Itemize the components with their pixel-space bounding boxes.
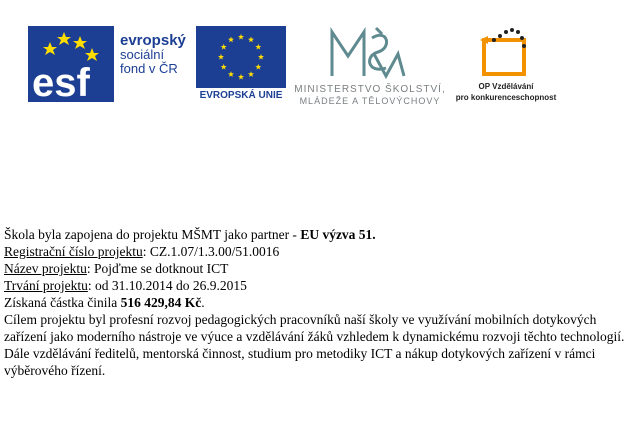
eu-caption: EVROPSKÁ UNIE — [199, 90, 283, 101]
intro-line — [4, 226, 636, 243]
esf-word-1: evropský — [120, 32, 186, 49]
duration-line — [4, 277, 636, 294]
eu-flag-icon — [196, 26, 286, 88]
msmt-logo — [290, 26, 450, 104]
eu-logo — [196, 26, 286, 104]
intro-call: EU výzva 51. — [300, 227, 376, 242]
logo-bar — [0, 0, 640, 130]
msmt-line-1: MINISTERSTVO ŠKOLSTVÍ, — [294, 84, 446, 95]
registration-label: Registrační číslo projektu — [4, 244, 143, 259]
esf-mark-icon — [28, 26, 114, 102]
esf-word-3: fond v ČR — [120, 61, 178, 76]
opvk-line-1: OP Vzdělávání — [478, 82, 534, 91]
duration-label: Trvání projektu — [4, 278, 88, 293]
intro-text: Škola byla zapojena do projektu MŠMT jako partner - — [4, 227, 301, 242]
project-name-value: : Pojďme se dotknout ICT — [86, 261, 229, 276]
project-description: Cílem projektu byl profesní rozvoj pedagogických pracovníků naší školy ve využívání mobilních dotykových zařízení jako moderního nástroje ve výuce a vzdělávání žáků vzhledem k dynamickému rozvoji těchto technologií. Dále vzdělávání ředitelů, mentorská činnost, studium pro metodiky ICT a nákup dotykových zařízení v rámci výběrového řízení. — [4, 312, 625, 378]
msmt-mark-icon — [328, 26, 408, 80]
msmt-line-2: MLÁDEŽE A TĚLOVÝCHOVY — [299, 96, 441, 106]
project-name-label: Název projektu — [4, 261, 87, 276]
esf-logo — [28, 26, 188, 102]
project-name-line — [4, 260, 636, 277]
svg-text:esf: esf — [32, 61, 90, 102]
registration-line — [4, 243, 636, 260]
opvk-logo — [452, 26, 582, 104]
opvk-line-2: pro konkurenceschopnost — [455, 93, 557, 102]
opvk-mark-icon — [476, 26, 536, 78]
amount-value: 516 429,84 Kč — [120, 295, 202, 310]
esf-wordmark — [120, 34, 186, 76]
duration-value: : od 31.10.2014 do 26.9.2015 — [87, 278, 247, 293]
amount-label: Získaná částka činila — [4, 295, 121, 310]
amount-line — [4, 294, 636, 311]
registration-value: : CZ.1.07/1.3.00/51.0016 — [142, 244, 280, 259]
project-info — [4, 226, 636, 379]
esf-word-2: sociální — [120, 47, 165, 62]
amount-end: . — [201, 295, 205, 310]
